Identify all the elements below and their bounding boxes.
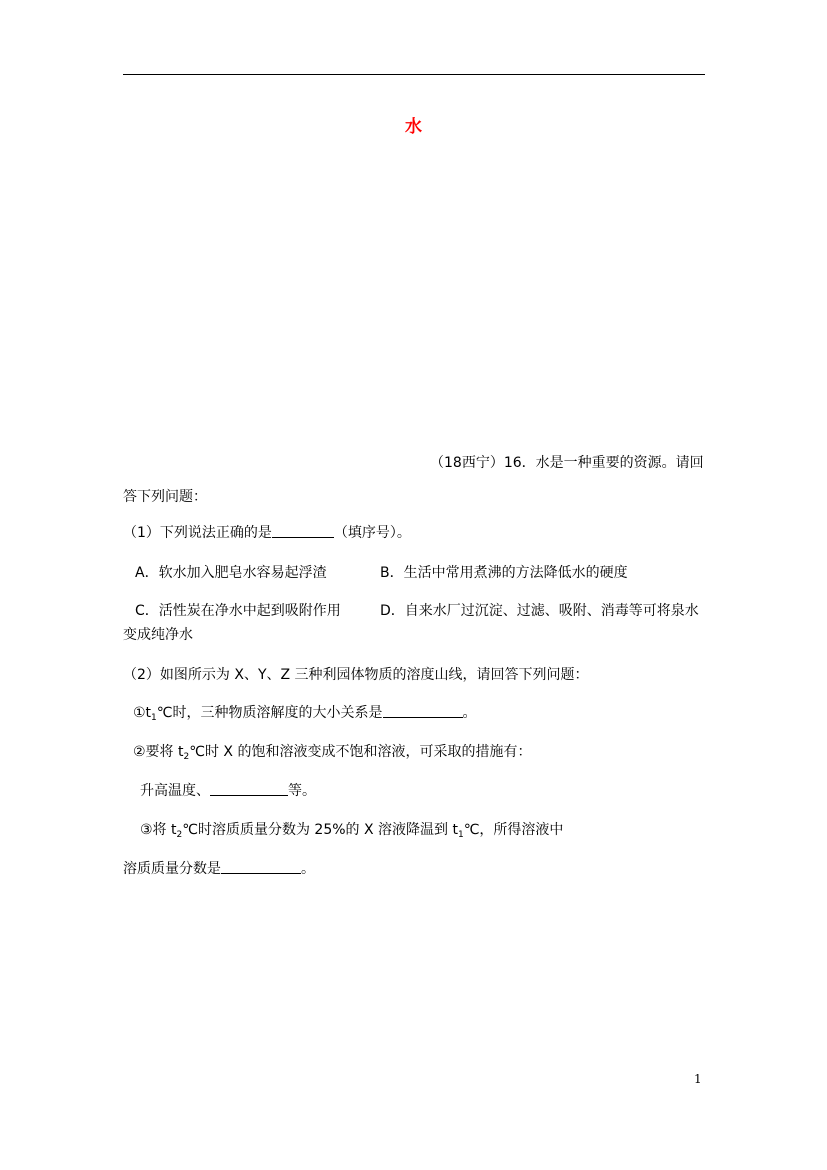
question-2-3 xyxy=(140,820,563,845)
page-number: 1 xyxy=(694,1072,702,1086)
option-d-continued: 变成纯净水 xyxy=(123,627,193,643)
question-2-1 xyxy=(133,703,477,728)
q2-3b-prefix: 溶质质量分数是 xyxy=(123,861,221,877)
option-b: B．生活中常用煮沸的方法降低水的硬度 xyxy=(380,565,628,581)
q2-3-text: ℃时溶质质量分数为 25%的 X 溶液降温到 t xyxy=(182,822,458,838)
option-a: A．软水加入肥皂水容易起浮渣 xyxy=(135,565,327,581)
question-2-2-answer-line xyxy=(140,781,316,801)
option-c: C．活性炭在净水中起到吸附作用 xyxy=(135,603,341,619)
q2-1-suffix: 。 xyxy=(462,705,477,721)
q2-2b-prefix: 升高温度、 xyxy=(140,783,210,799)
q2-3b-suffix: 。 xyxy=(301,861,315,877)
q2-3-end: ℃，所得溶液中 xyxy=(463,822,564,838)
q2-3-subscript: 2 xyxy=(176,830,183,840)
q2-1-prefix: ①t xyxy=(133,705,152,721)
page-title: 水 xyxy=(405,117,422,137)
q2-3-subscript-2: 1 xyxy=(457,830,464,840)
q2-2-subscript: 2 xyxy=(183,752,190,762)
question-1-prefix: （1）下列说法正确的是 xyxy=(123,525,272,541)
question-1-suffix: （填序号）。 xyxy=(333,525,411,541)
q2-2-text: ℃时 X 的饱和溶液变成不饱和溶液，可采取的措施有： xyxy=(189,744,532,760)
question-intro-line-2: 答下列问题： xyxy=(123,489,207,505)
header-rule xyxy=(123,74,705,75)
q2-2-prefix: ②要将 t xyxy=(133,744,184,760)
question-2-3-answer-line xyxy=(123,859,315,879)
answer-blank-q2-3[interactable] xyxy=(221,859,301,874)
q2-1-subscript: 1 xyxy=(151,713,157,723)
q2-3-prefix: ③将 t xyxy=(140,822,177,838)
q2-2b-suffix: 等。 xyxy=(288,783,316,799)
question-intro-line-1: （18西宁）16．水是一种重要的资源。请回 xyxy=(430,455,704,471)
question-2-intro: （2）如图所示为 X、Y、Z 三种利园体物质的溶度山线，请回答下列问题： xyxy=(123,667,589,683)
q2-1-text: ℃时，三种物质溶解度的大小关系是 xyxy=(156,705,383,721)
question-1 xyxy=(123,523,411,543)
answer-blank-q1[interactable] xyxy=(272,523,334,538)
question-2-2 xyxy=(133,742,531,767)
option-d: D．自来水厂过沉淀、过滤、吸附、消毒等可将泉水 xyxy=(380,603,699,619)
answer-blank-q2-1[interactable] xyxy=(383,703,463,718)
answer-blank-q2-2[interactable] xyxy=(210,781,288,796)
